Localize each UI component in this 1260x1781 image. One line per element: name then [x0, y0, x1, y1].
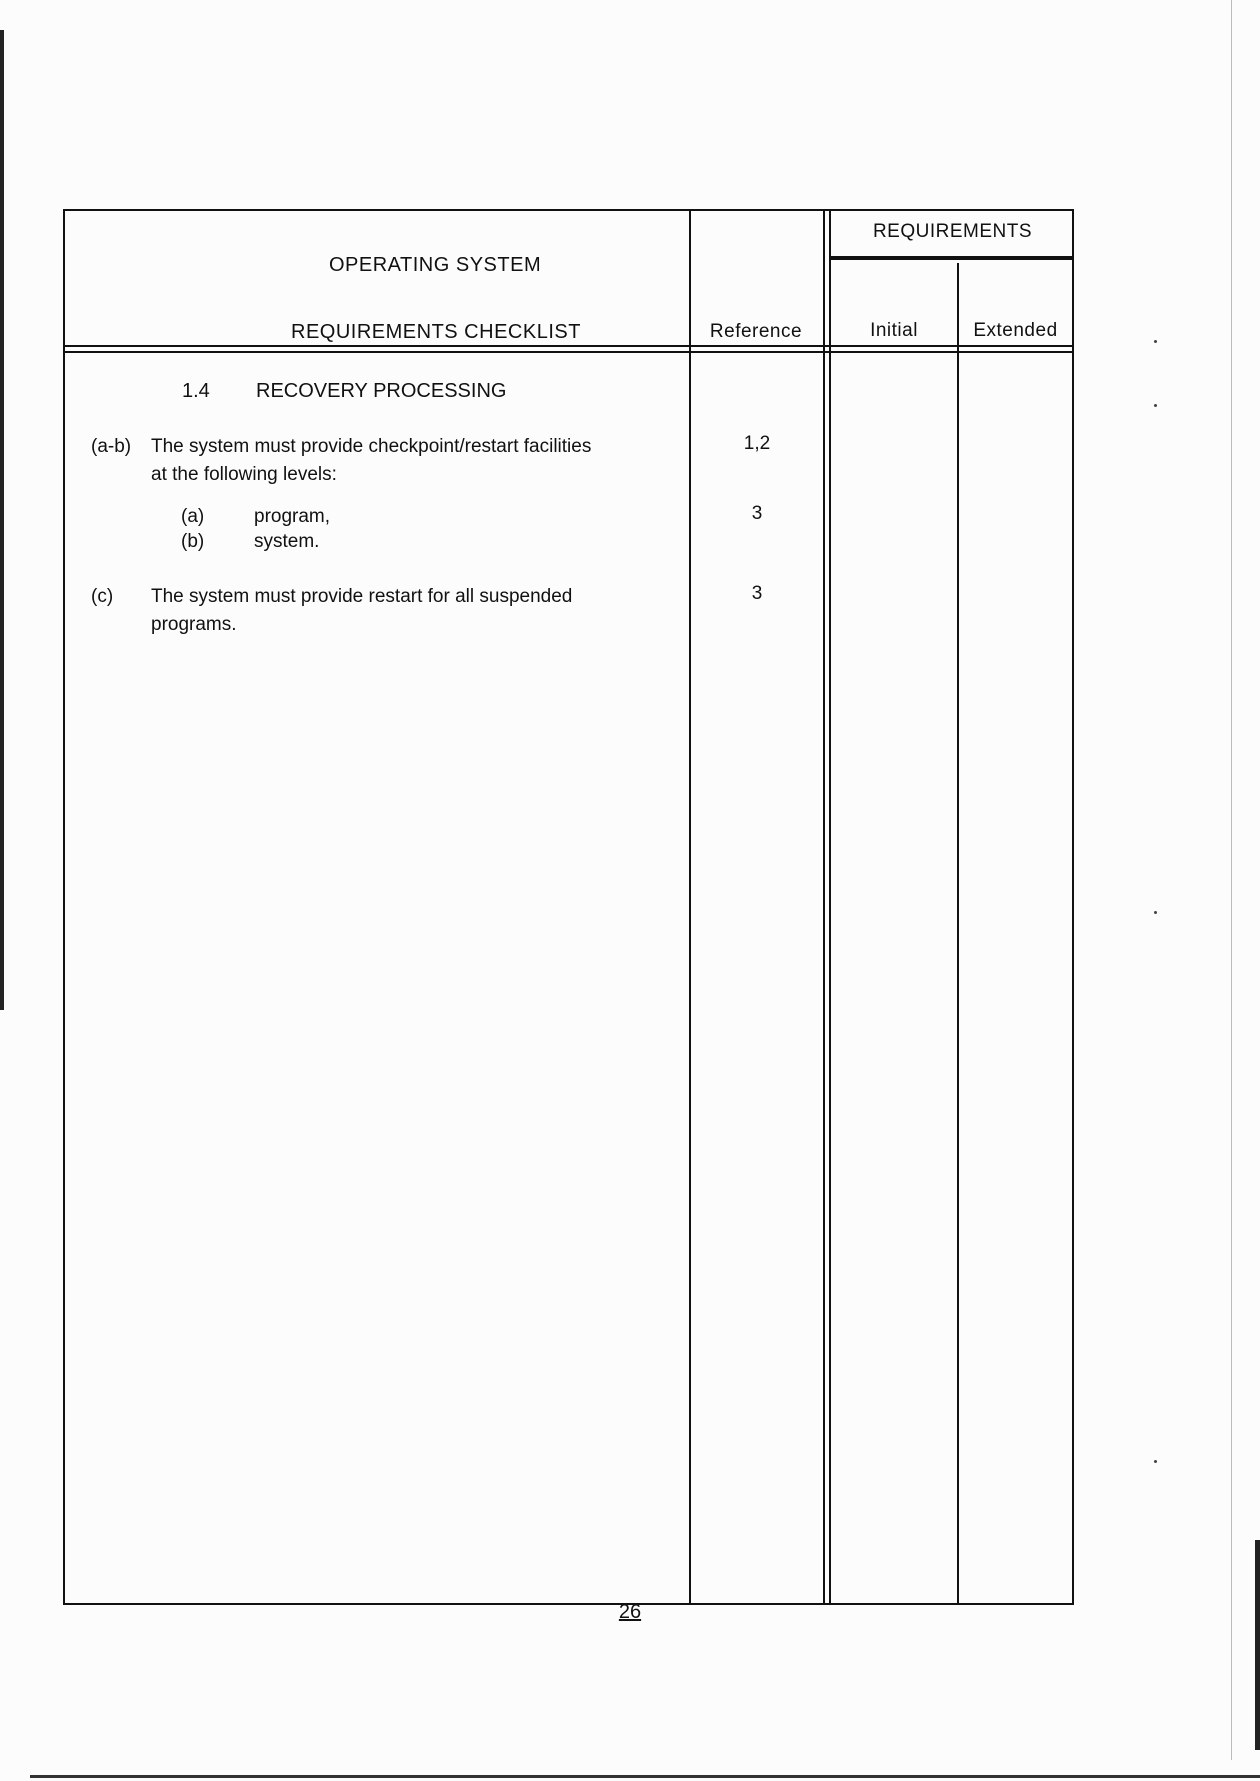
row-text-line1: The system must provide checkpoint/restart facilities [151, 436, 592, 457]
row-reference: 1,2 [743, 433, 771, 454]
initial-extended-divider [957, 263, 959, 1605]
scan-edge-right [1231, 0, 1232, 1760]
subitem-label: (b) [181, 531, 205, 552]
header-title-line2: REQUIREMENTS CHECKLIST [291, 321, 581, 343]
header-initial: Initial [870, 320, 918, 341]
reference-column-divider [689, 209, 691, 1605]
requirements-double-divider-b [829, 209, 831, 1605]
scan-speck [1154, 1460, 1157, 1463]
scan-speck [1154, 911, 1157, 914]
page-number-text: 26 [618, 1601, 642, 1623]
requirements-double-divider-a [823, 209, 825, 1605]
subitem-text: program, [254, 506, 331, 527]
header-rule-upper [63, 345, 1074, 347]
header-extended: Extended [973, 320, 1058, 341]
scan-speck [1154, 404, 1157, 407]
checklist-table [63, 209, 1074, 1605]
scan-edge-right-shadow [1255, 1540, 1260, 1750]
scan-speck [1154, 340, 1157, 343]
row-label: (c) [91, 586, 114, 607]
subitem-label: (a) [181, 506, 205, 527]
header-reference: Reference [709, 321, 803, 342]
row-text-line2: programs. [151, 614, 237, 635]
row-label: (a-b) [91, 436, 132, 457]
scan-edge-bottom [30, 1775, 1260, 1778]
page-number [0, 1601, 1260, 1624]
header-requirements: REQUIREMENTS [872, 221, 1033, 242]
row-text-line1: The system must provide restart for all suspended [151, 586, 573, 607]
section-number: 1.4 [182, 380, 210, 402]
table-top-border [63, 209, 1074, 211]
table-left-border [63, 209, 65, 1605]
table-right-border [1072, 209, 1074, 1605]
section-title: RECOVERY PROCESSING [256, 380, 507, 402]
header-title-line1: OPERATING SYSTEM [329, 254, 542, 276]
row-reference: 3 [751, 503, 763, 524]
subitem-text: system. [254, 531, 320, 552]
scan-edge-left [0, 30, 4, 1010]
header-rule-lower [63, 351, 1074, 353]
row-reference: 3 [751, 583, 763, 604]
requirements-header-rule [829, 256, 1074, 260]
row-text-line2: at the following levels: [151, 464, 337, 485]
